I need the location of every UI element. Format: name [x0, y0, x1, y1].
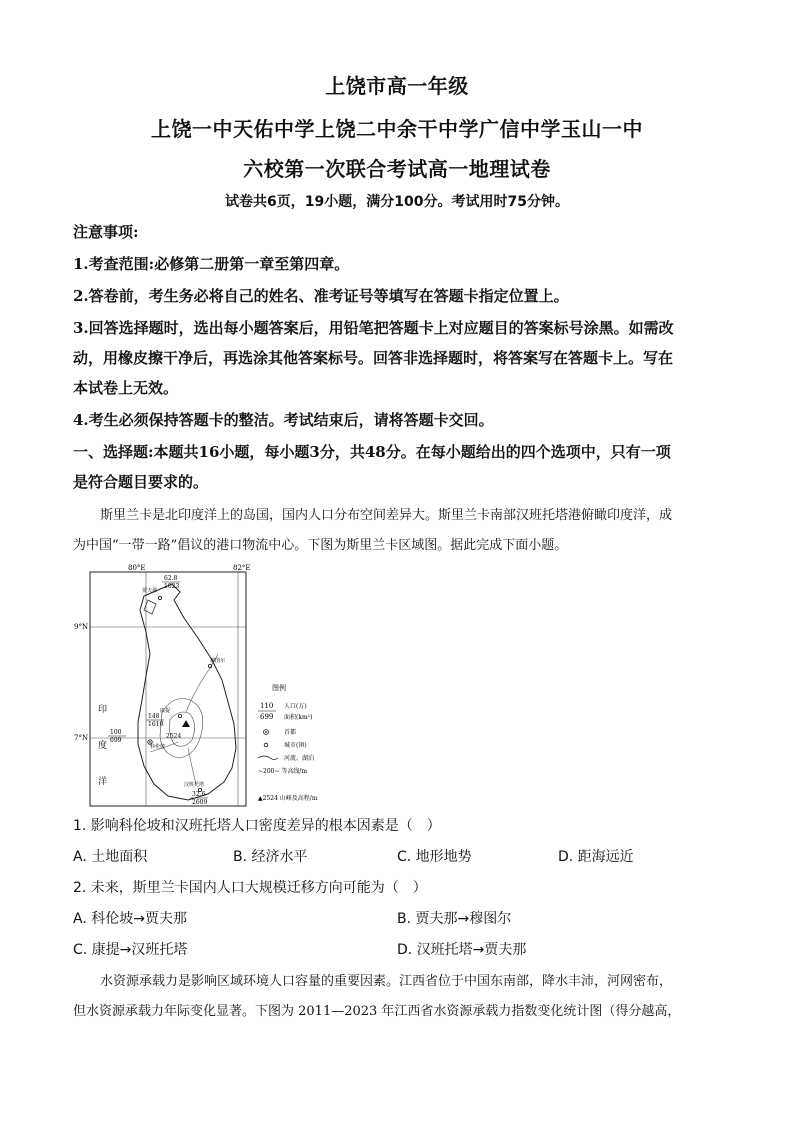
passage2-line1: 水资源承载力是影响区域环境人口容量的重要因素。江西省位于中国东南部，降水丰沛，河网密布，	[100, 974, 673, 989]
passage1-line2: 为中国“一带一路”倡议的港口物流中心。下图为斯里兰卡区域图。据此完成下面小题。	[73, 538, 568, 553]
passage1-line1: 斯里兰卡是北印度洋上的岛国，国内人口分布空间差异大。斯里兰卡南部汉班托塔港俯瞰印度洋，成	[100, 508, 673, 523]
lon-label-82e: 82°E	[233, 564, 251, 572]
legend-city: 城市(镇)	[284, 742, 307, 749]
lat-label-7n: 7°N	[74, 734, 89, 742]
lat-label-9n: 9°N	[74, 623, 89, 631]
city-label-muttur: 穆图尔	[210, 658, 226, 664]
contour-inner	[170, 712, 195, 746]
jaffna-city-icon	[158, 596, 161, 599]
legend-river-icon	[258, 756, 278, 760]
peak-elevation: 2524	[166, 733, 182, 740]
kandy-city-icon	[178, 714, 181, 717]
map-frame	[90, 572, 246, 806]
legend-capital-dot	[265, 731, 267, 733]
note-3-line3: 本试卷上无效。	[73, 379, 179, 397]
note-3-line1: 3.回答选择题时，选出每小题答案后，用铅笔把答题卡上对应题目的答案标号涂黑。如需改	[73, 319, 674, 337]
map-value-bottom-pop: 32.6	[192, 791, 206, 798]
colombo-capital-dot	[149, 741, 151, 743]
city-label-jaffna: 贾夫那	[142, 588, 158, 594]
legend-river: 河流、湖泊	[284, 755, 315, 762]
ocean-char-1: 印	[98, 705, 108, 715]
sri-lanka-map	[74, 562, 340, 810]
notes-heading: 注意事项:	[73, 223, 139, 241]
legend-city-icon	[264, 743, 268, 747]
ocean-char-3: 洋	[98, 777, 108, 787]
exam-title-schools: 上饶一中天佑中学上饶二中余干中学广信中学玉山一中	[151, 117, 643, 141]
legend-num-top: 110	[260, 702, 274, 710]
passage2-line2: 但水资源承载力年际变化显著。下图为 2011—2023 年江西省水资源承载力指数变化统计图（得分越高，	[73, 1004, 681, 1019]
q1-option-c: C. 地形地势	[397, 849, 472, 865]
map-value-top-pop: 62.8	[164, 575, 178, 582]
note-1: 1.考查范围:必修第二册第一章至第四章。	[73, 255, 350, 273]
legend-label-pop: 人口(万)	[284, 703, 307, 710]
river-south	[188, 748, 196, 784]
legend-peak: ▲2524 山峰及高程/m	[258, 795, 318, 802]
map-value-left-area: 699	[110, 737, 122, 744]
lon-label-80e: 80°E	[128, 564, 146, 572]
legend-title: 图例	[272, 684, 286, 692]
note-4: 4.考生必须保持答题卡的整洁。考试结束后，请将答题卡交回。	[73, 411, 494, 429]
section1-line2: 是符合题目要求的。	[73, 473, 209, 491]
map-value-mid-area: 1610	[148, 721, 164, 728]
legend-capital: 首都	[284, 729, 297, 736]
map-value-mid-pop: 148	[148, 713, 160, 720]
city-label-kandy: 康提	[160, 708, 171, 714]
exam-title-city: 上饶市高一年级	[325, 74, 469, 98]
note-3-line2: 动，用橡皮擦干净后，再选涂其他答案标号。回答非选择题时，将答案写在答题卡上。写在	[73, 349, 674, 367]
map-value-top-area: 1023	[164, 583, 180, 590]
exam-title-paper: 六校第一次联合考试高一地理试卷	[243, 157, 551, 181]
q2-option-a: A. 科伦坡→贾夫那	[73, 911, 187, 927]
q2-option-d: D. 汉班托塔→贾夫那	[397, 942, 527, 958]
q1-option-d: D. 距海远近	[558, 849, 634, 865]
peak-triangle-icon	[182, 720, 190, 727]
q1-option-a: A. 土地面积	[73, 849, 148, 865]
city-label-colombo: 科伦坡	[150, 744, 166, 750]
legend-contour: ~200~ 等高线/m	[258, 768, 308, 775]
q1-stem: 1. 影响科伦坡和汉班托塔人口密度差异的根本因素是（ ）	[73, 818, 441, 834]
island-outline	[138, 584, 236, 800]
city-label-hambantota: 汉班托塔	[184, 782, 205, 788]
legend-num-bottom: 699	[260, 713, 274, 721]
q2-option-b: B. 贾夫那→穆图尔	[397, 911, 512, 927]
legend-label-area: 面积(km²)	[284, 714, 313, 721]
map-value-left-pop: 100	[110, 729, 122, 736]
note-2: 2.答卷前，考生务必将自己的姓名、准考证号等填写在答题卡指定位置上。	[73, 287, 569, 305]
q2-stem: 2. 未来，斯里兰卡国内人口大规模迁移方向可能为（ ）	[73, 880, 427, 896]
exam-subtitle: 试卷共6页，19小题，满分100分。考试用时75分钟。	[225, 194, 569, 210]
ocean-char-2: 度	[98, 741, 108, 751]
q1-option-b: B. 经济水平	[233, 849, 308, 865]
q2-option-c: C. 康提→汉班托塔	[73, 942, 188, 958]
section1-line1: 一、选择题:本题共16小题，每小题3分，共48分。在每小题给出的四个选项中，只有一项	[73, 443, 671, 461]
map-value-bottom-area: 2609	[192, 799, 208, 806]
